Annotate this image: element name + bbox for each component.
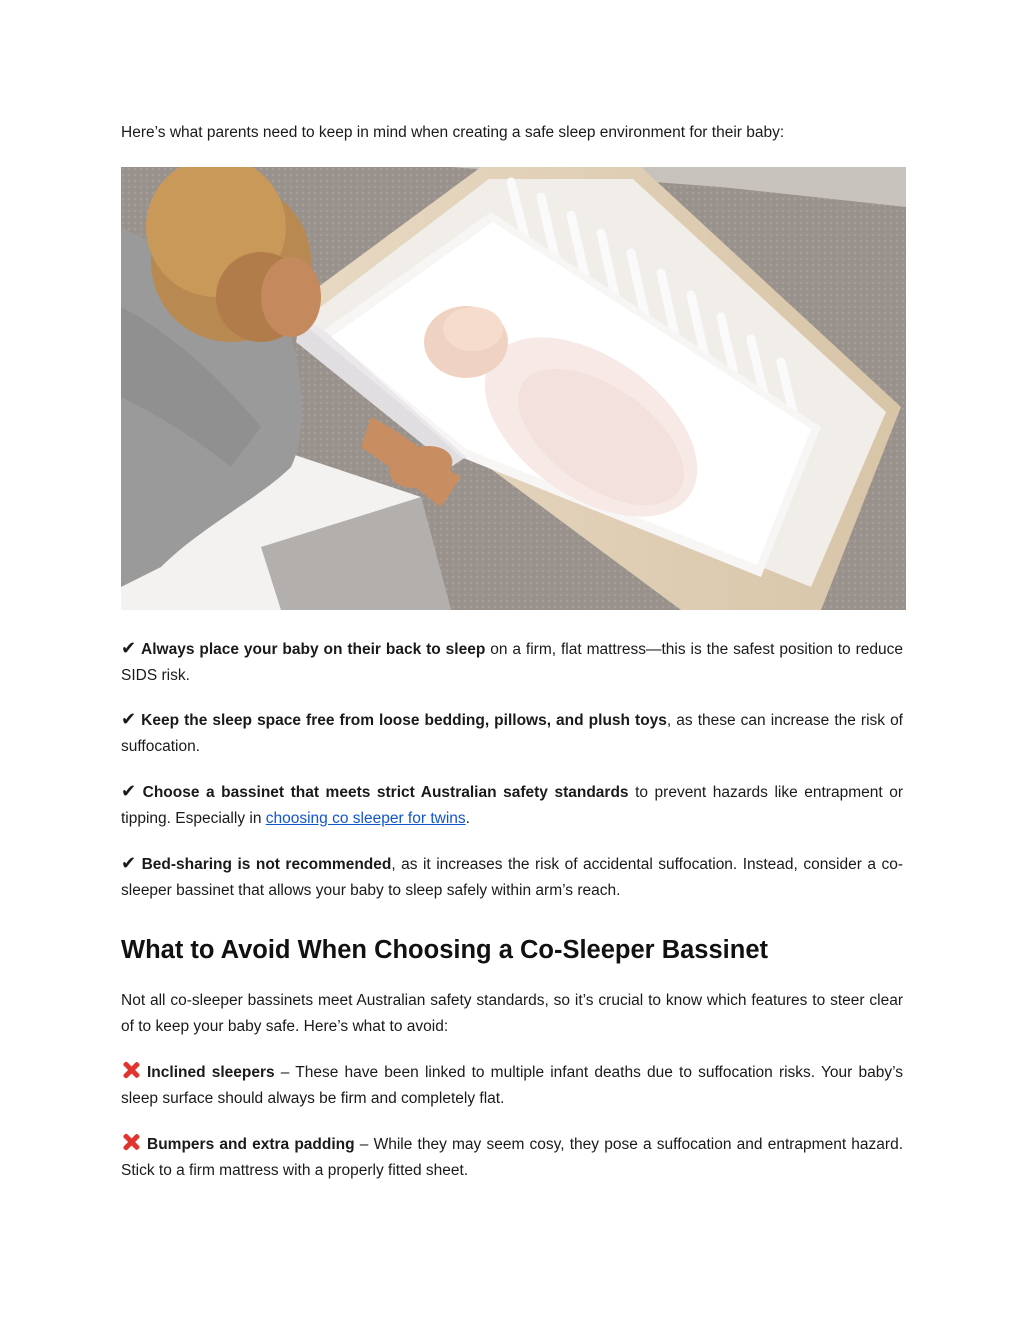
check-item-3 <box>121 779 903 832</box>
check-item-1-text: on a firm, flat mattress—this is the safest position to reduce SIDS risk. <box>121 641 903 684</box>
intro-paragraph: Here’s what parents need to keep in mind when creating a safe sleep environment for their baby: <box>121 124 785 141</box>
check-item-1-bold: Always place your baby on their back to sleep <box>141 641 486 658</box>
twins-co-sleeper-link[interactable]: choosing co sleeper for twins <box>265 810 466 827</box>
check-item-3-bold: Choose a bassinet that meets strict Australian safety standards <box>142 784 629 801</box>
checkmark-icon: ✔ <box>121 781 137 802</box>
section-heading: What to Avoid When Choosing a Co-Sleeper Bassinet <box>121 936 768 964</box>
check-item-4 <box>121 851 903 904</box>
avoid-item-2-text: – While they may seem cosy, they pose a suffocation and entrapment hazard. Stick to a firm mattress with a properly fitted sheet. <box>121 1136 903 1179</box>
check-item-2-text: , as these can increase the risk of suffocation. <box>121 712 903 755</box>
avoid-intro-paragraph: Not all co-sleeper bassinets meet Australian safety standards, so it’s crucial to know which features to steer clear of to keep your baby safe. Here’s what to avoid: <box>121 992 903 1035</box>
cross-icon <box>121 1132 141 1152</box>
checkmark-icon: ✔ <box>121 853 137 874</box>
bassinet-photo <box>121 167 906 610</box>
avoid-item-2 <box>121 1132 903 1184</box>
check-item-3-after: . <box>465 810 470 827</box>
check-item-2 <box>121 707 903 760</box>
check-item-3-text: to prevent hazards like entrapment or tipping. Especially in <box>121 784 903 827</box>
cross-icon <box>121 1060 141 1080</box>
avoid-item-1-text: – These have been linked to multiple infant deaths due to suffocation risks. Your baby’s sleep surface should always be firm and completely flat. <box>121 1064 903 1107</box>
check-item-4-bold: Bed-sharing is not recommended <box>141 856 392 873</box>
avoid-item-2-bold: Bumpers and extra padding <box>147 1136 355 1153</box>
check-item-4-text: , as it increases the risk of accidental suffocation. Instead, consider a co-sleeper bassinet that allows your baby to sleep safely within arm’s reach. <box>121 856 903 899</box>
checkmark-icon: ✔ <box>121 709 137 730</box>
checkmark-icon: ✔ <box>121 638 137 659</box>
avoid-item-1 <box>121 1060 903 1112</box>
check-item-2-bold: Keep the sleep space free from loose bedding, pillows, and plush toys <box>141 712 667 729</box>
check-item-1 <box>121 636 903 689</box>
avoid-item-1-bold: Inclined sleepers <box>147 1064 275 1081</box>
